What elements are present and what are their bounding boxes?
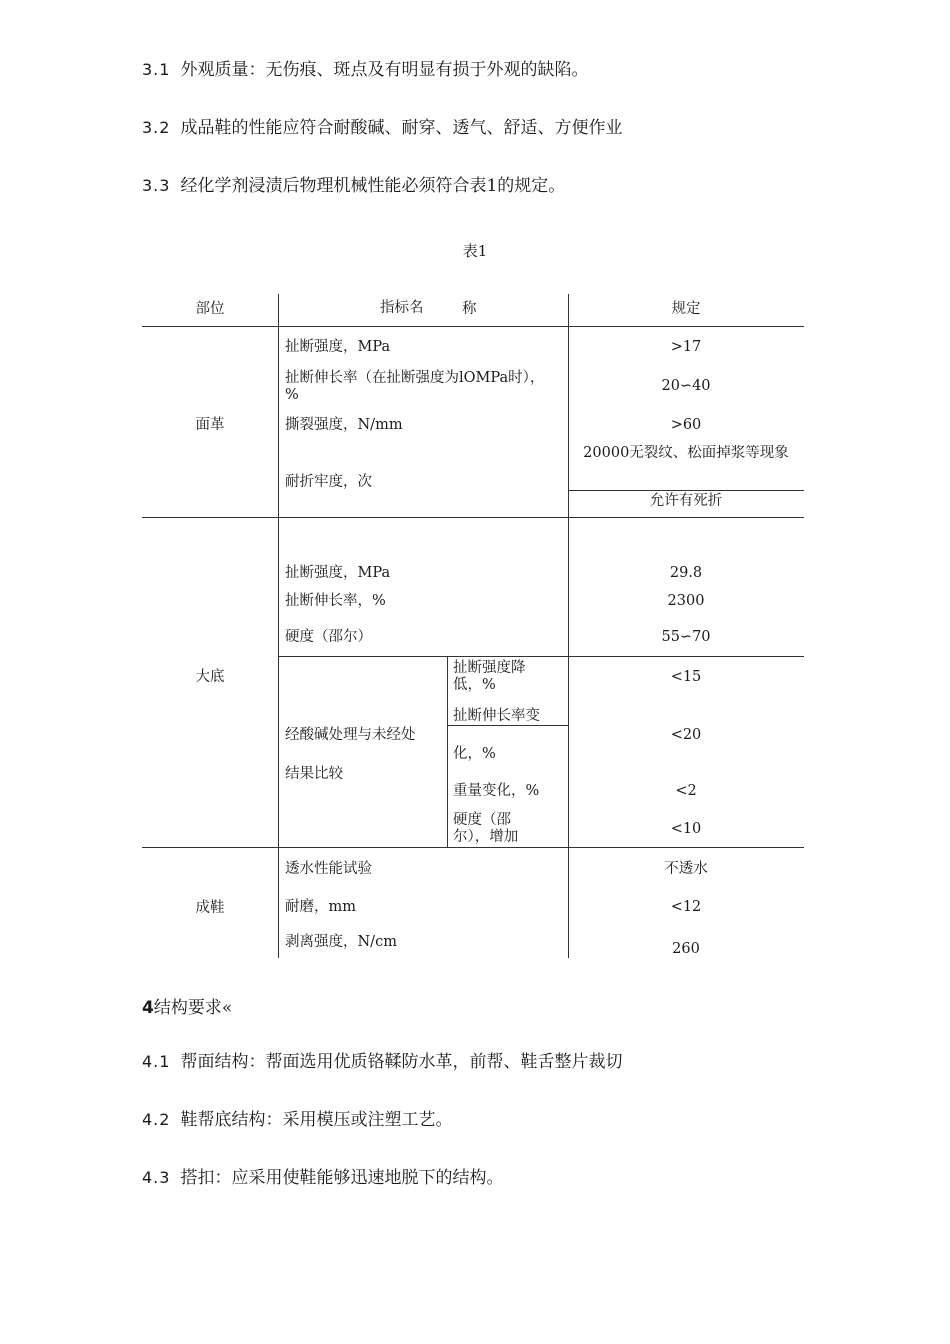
sole-sub-2-name-b: 化，% <box>453 746 496 762</box>
shoe-row-2-name: 耐磨，mm <box>285 899 356 915</box>
paragraph-3-1 <box>142 59 588 81</box>
rule-sub-inner <box>447 725 568 726</box>
sole-sub-3-name: 重量变化，% <box>453 783 540 799</box>
clause-text: 帮面结构：帮面选用优质铬鞣防水革，前帮、鞋舌整片裁切 <box>180 1052 623 1072</box>
upper-row-2-name: 扯断伸长率（在扯断强度为lOMPa时），% <box>285 370 545 403</box>
upper-row-4-name: 耐折牢度，次 <box>285 474 372 490</box>
clause-text: 成品鞋的性能应符合耐酸碱、耐穿、透气、舒适、方便作业 <box>180 118 623 138</box>
section-4-number: 4 <box>142 998 154 1018</box>
header-part: 部位 <box>195 301 225 317</box>
header-spec: 规定 <box>671 301 701 317</box>
clause-text: 经化学剂浸渍后物理机械性能必须符合表1的规定。 <box>180 176 566 196</box>
upper-row-1-name: 扯断强度，MPa <box>285 339 391 355</box>
sole-row-3-name: 硬度（邵尔） <box>285 629 372 645</box>
col-rule-1 <box>278 294 279 958</box>
sole-row-2-name: 扯断伸长率，% <box>285 593 386 609</box>
sole-row-1-spec: 29.8 <box>669 565 703 581</box>
shoe-row-1-name: 透水性能试验 <box>285 861 372 877</box>
sole-sub-2-spec: <20 <box>670 727 702 743</box>
section-4-title: 结构要求« <box>153 998 233 1018</box>
sole-row-3-spec: 55∽70 <box>661 629 711 645</box>
rule-sole-sub <box>279 656 804 657</box>
clause-number: 3.1 <box>142 60 171 79</box>
sole-sub-4-spec: <10 <box>670 821 702 837</box>
part-upper: 面革 <box>195 417 225 433</box>
sole-sub-2-name-a: 扯断伸长率变 <box>453 708 540 724</box>
sole-sub-4-name: 硬度（邵尔），增加 <box>453 812 519 845</box>
upper-row-3-spec: >60 <box>670 417 702 433</box>
rule-sole-bottom <box>142 847 804 848</box>
header-indicator-a: 指标名 <box>380 300 424 316</box>
sole-row-2-spec: 2300 <box>667 593 705 609</box>
clause-number: 4.2 <box>142 1110 171 1129</box>
header-indicator-b: 称 <box>462 301 477 317</box>
col-rule-sub <box>447 656 448 847</box>
rule-fold-split <box>568 490 804 491</box>
paragraph-4-1 <box>142 1051 622 1073</box>
clause-text: 搭扣：应采用使鞋能够迅速地脱下的结构。 <box>180 1168 504 1188</box>
upper-row-4-spec-2: 允许有死折 <box>649 493 723 509</box>
paragraph-3-3 <box>142 175 565 197</box>
sole-sub-3-spec: <2 <box>675 783 697 799</box>
shoe-row-3-spec: 260 <box>672 941 700 957</box>
part-shoe: 成鞋 <box>195 900 225 916</box>
upper-row-2-spec: 20∽40 <box>661 378 711 394</box>
clause-text: 外观质量：无伤痕、斑点及有明显有损于外观的缺陷。 <box>180 60 589 80</box>
upper-row-4-spec: 20000无裂纹、松面掉浆等现象 <box>583 445 789 461</box>
table-caption: 表1 <box>462 242 488 260</box>
sole-group-label-2: 结果比较 <box>285 766 343 782</box>
rule-header <box>142 326 804 327</box>
sole-sub-1-name: 扯断强度降低，% <box>453 660 526 693</box>
sole-sub-1-spec: <15 <box>670 669 702 685</box>
part-sole: 大底 <box>195 669 225 685</box>
sole-row-1-name: 扯断强度，MPa <box>285 565 391 581</box>
paragraph-4-2 <box>142 1109 452 1131</box>
shoe-row-2-spec: <12 <box>670 899 702 915</box>
upper-row-3-name: 撕裂强度，N/mm <box>285 417 403 433</box>
section-4-heading <box>142 993 232 1018</box>
shoe-row-1-spec: 不透水 <box>664 861 708 877</box>
shoe-row-3-name: 剥离强度，N/cm <box>285 934 397 950</box>
upper-row-1-spec: >17 <box>670 339 702 355</box>
paragraph-4-3 <box>142 1167 503 1189</box>
clause-number: 3.3 <box>142 176 171 195</box>
clause-number: 4.3 <box>142 1168 171 1187</box>
rule-upper-bottom <box>142 517 804 518</box>
paragraph-3-2 <box>142 117 622 139</box>
clause-text: 鞋帮底结构：采用模压或注塑工艺。 <box>180 1110 453 1130</box>
clause-number: 3.2 <box>142 118 171 137</box>
clause-number: 4.1 <box>142 1052 171 1071</box>
sole-group-label-1: 经酸碱处理与未经处 <box>285 727 416 743</box>
